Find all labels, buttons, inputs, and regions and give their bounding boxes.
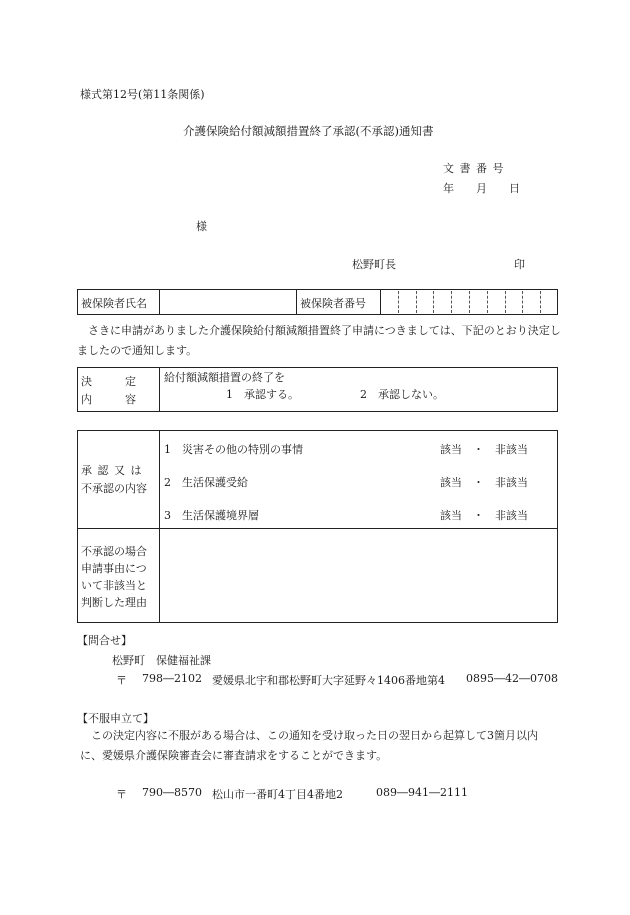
insured-name-label: 被保険者氏名 — [81, 297, 147, 310]
approval-divider — [159, 430, 160, 623]
reason-label-line1: 不承認の場合 — [81, 545, 147, 558]
objection-heading: 【不服申立て】 — [77, 712, 154, 725]
objection-phone: 089―941―2111 — [376, 786, 468, 799]
number-box-separator — [522, 291, 523, 313]
decision-option-approve: 1 承認する。 — [226, 388, 299, 401]
inquiry-heading: 【問合せ】 — [77, 634, 132, 647]
form-number: 様式第12号(第11条関係) — [80, 88, 205, 101]
decision-label-line2: 内 容 — [81, 393, 136, 406]
addressee-suffix: 様 — [196, 220, 207, 233]
decision-divider — [159, 367, 160, 412]
approval-item-disaster: 1 災害その他の特別の事情 — [164, 443, 303, 456]
inquiry-department: 松野町 保健福祉課 — [112, 654, 211, 667]
number-box-separator — [469, 291, 470, 313]
number-box-separator — [451, 291, 452, 313]
inquiry-postal-code: 798―2102 — [142, 672, 202, 685]
inquiry-postal-mark: 〒 — [116, 674, 127, 687]
inquiry-address: 愛媛県北宇和郡松野町大字延野々1406番地第4 — [212, 674, 445, 687]
objection-address: 松山市一番町4丁目4番地2 — [212, 788, 343, 801]
approval-item-welfare-status: 該当 ・ 非該当 — [440, 476, 528, 489]
approval-table — [77, 430, 558, 623]
decision-heading: 給付額減額措置の終了を — [164, 371, 285, 384]
insured-divider — [296, 289, 297, 315]
number-box-separator — [505, 291, 506, 313]
objection-postal-mark: 〒 — [116, 788, 127, 801]
decision-table — [77, 367, 558, 412]
insured-divider — [380, 289, 381, 315]
approval-label-line2: 不承認の内容 — [81, 482, 147, 495]
number-box-separator — [540, 291, 541, 313]
number-box-separator — [416, 291, 417, 313]
reason-label-line2: 申請事由につ — [81, 562, 147, 575]
approval-label-line1: 承 認 又 は — [81, 464, 143, 477]
number-box-separator — [398, 291, 399, 313]
insured-divider — [159, 289, 160, 315]
doc-number-label: 文 書 番 号 — [443, 162, 505, 175]
approval-item-disaster-status: 該当 ・ 非該当 — [440, 443, 528, 456]
date-label: 年 月 日 — [443, 182, 520, 195]
inquiry-phone: 0895―42―0708 — [466, 672, 558, 685]
approval-item-welfare: 2 生活保護受給 — [164, 476, 248, 489]
reason-label-line4: 判断した理由 — [81, 596, 147, 609]
reason-label-line3: いて非該当と — [81, 579, 147, 592]
decision-label-line1: 決 定 — [81, 375, 136, 388]
issuer-name: 松野町長 — [352, 258, 396, 271]
decision-option-reject: 2 承認しない。 — [360, 388, 444, 401]
objection-postal-code: 790―8570 — [142, 786, 202, 799]
intro-text: さきに申請がありました介護保険給付額減額措置終了申請につきましては、下記のとおり決定しましたので通知します。 — [77, 324, 561, 357]
approval-row-divider — [77, 528, 558, 529]
document-title: 介護保険給付額減額措置終了承認(不承認)通知書 — [183, 124, 434, 138]
insured-number-label: 被保険者番号 — [300, 297, 366, 310]
seal-mark: 印 — [514, 258, 525, 271]
number-box-separator — [433, 291, 434, 313]
approval-item-boundary-status: 該当 ・ 非該当 — [440, 509, 528, 522]
objection-text: この決定内容に不服がある場合は、この通知を受け取った日の翌日から起算して3箇月以内に、愛媛県介護保険審査会に審査請求をすることができます。 — [80, 729, 538, 762]
number-box-separator — [487, 291, 488, 313]
approval-item-boundary: 3 生活保護境界層 — [164, 509, 259, 522]
